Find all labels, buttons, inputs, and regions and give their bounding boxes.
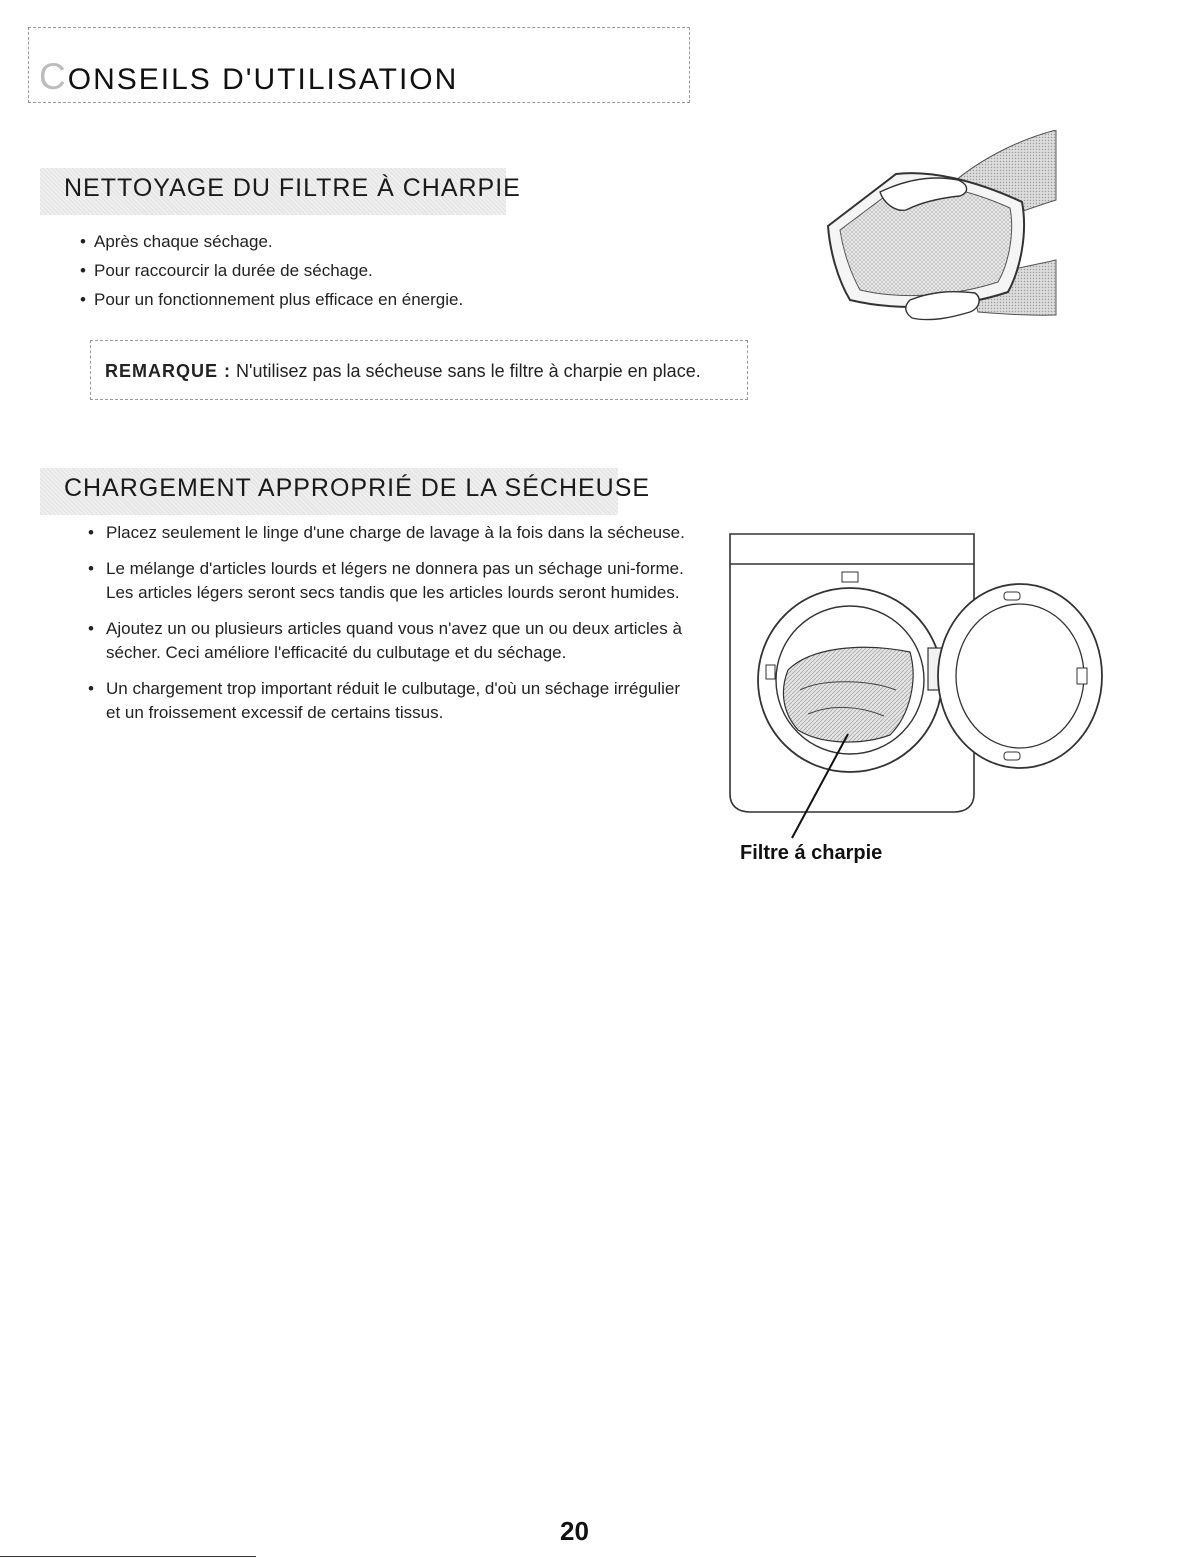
list-item: • Le mélange d'articles lourds et légers ne donnera pas un séchage uni-forme. Les articles légers seront secs tandis que les articles lourds seront humides.	[84, 557, 694, 605]
loading-bullet-list	[84, 521, 694, 737]
list-item: • Placez seulement le linge d'une charge de lavage à la fois dans la sécheuse.	[84, 521, 694, 545]
section-banner-loading	[40, 468, 651, 515]
front-load-dryer-illustration	[720, 530, 1105, 840]
note-body: N'utilisez pas la sécheuse sans le filtre à charpie en place.	[236, 361, 701, 381]
list-item: • Pour un fonctionnement plus efficace en énergie.	[84, 285, 784, 314]
note-box	[90, 340, 748, 400]
section-banner-lint-filter	[40, 168, 521, 215]
list-item: • Pour raccourcir la durée de séchage.	[84, 256, 784, 285]
lint-filter-bullet-list	[84, 227, 784, 314]
hands-holding-lint-filter-illustration	[810, 130, 1058, 328]
footer-rule	[0, 1556, 256, 1557]
figure-caption: Filtre á charpie	[740, 842, 883, 864]
page-number: 20	[560, 1516, 589, 1546]
section-heading-loading: CHARGEMENT APPROPRIÉ DE LA SÉCHEUSE	[64, 474, 651, 502]
list-item: • Après chaque séchage.	[84, 227, 784, 256]
list-item: • Ajoutez un ou plusieurs articles quand vous n'avez que un ou deux articles à sécher. Ceci améliore l'efficacité du culbutage et du séchage.	[84, 617, 694, 665]
page-title	[39, 56, 458, 98]
list-item: • Un chargement trop important réduit le culbutage, d'où un séchage irrégulier et un froissement excessif de certains tissus.	[84, 677, 694, 725]
section-heading-lint-filter: NETTOYAGE DU FILTRE À CHARPIE	[64, 174, 521, 202]
page-title-rest: ONSEILS D'UTILISATION	[67, 63, 459, 96]
page-title-box	[28, 27, 690, 103]
note-label: REMARQUE :	[105, 361, 231, 381]
note-text	[105, 361, 701, 382]
page-title-initial: C	[39, 56, 68, 97]
